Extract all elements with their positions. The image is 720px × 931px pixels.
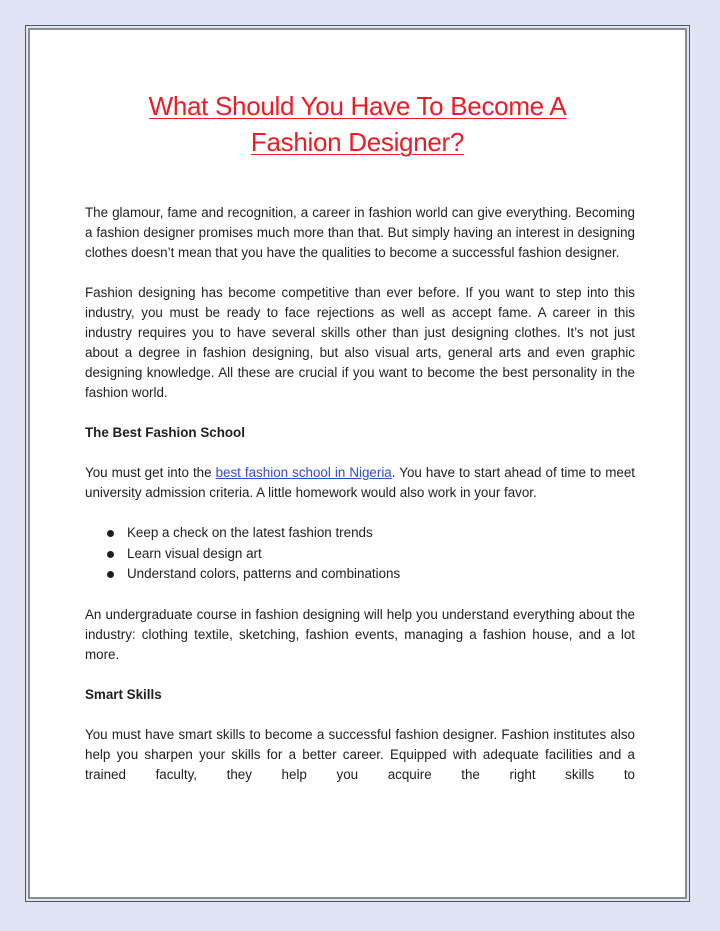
competition-paragraph: Fashion designing has become competitive than ever before. If you want to step into this industry, you must be ready to face rejections as well as accept fame. A career in this industry requires you to have several skills other than just designing clothes. It’s not just about a degree in fashion designing, but also visual arts, general arts and even graphic designing knowledge. All these are crucial if you want to become the best personality in the fashion world. bbox=[85, 285, 635, 400]
section-heading-fashion-school: The Best Fashion School bbox=[85, 425, 245, 440]
list-item bbox=[127, 523, 635, 544]
page-title bbox=[30, 88, 685, 160]
list-item-text: Learn visual design art bbox=[127, 545, 262, 561]
section-heading-smart-skills: Smart Skills bbox=[85, 686, 162, 702]
list-item-text: Understand colors, patterns and combinations bbox=[127, 566, 401, 581]
undergraduate-paragraph: An undergraduate course in fashion designing will help you understand everything about the industry: clothing textile, sketching, fashion events, managing a fashion house, and a lot more. bbox=[85, 606, 635, 662]
tips-list bbox=[85, 523, 635, 585]
list-item-text: Keep a check on the latest fashion trends bbox=[127, 525, 373, 540]
smart-skills-paragraph: You must have smart skills to become a successful fashion designer. Fashion institutes also help you sharpen your skills for a better career. Equipped with adequate facilities and a trained faculty, they help you acquire the right skills to bbox=[85, 726, 635, 782]
bullet-icon bbox=[107, 571, 114, 578]
document-page bbox=[28, 28, 687, 899]
bullet-icon bbox=[107, 551, 114, 558]
fashion-school-text-before: You must get into the bbox=[85, 465, 216, 480]
intro-paragraph: The glamour, fame and recognition, a career in fashion world can give everything. Becoming a fashion designer promises much more than that. But simply having an interest in designing clothes doesn’t mean that you have the qualities to become a successful fashion designer. bbox=[85, 205, 635, 260]
list-item bbox=[127, 564, 635, 585]
title-line-2: Fashion Designer? bbox=[250, 127, 465, 157]
bullet-icon bbox=[107, 530, 114, 537]
fashion-school-text-after: . You have to start ahead of time to meet university admission criteria. A little homework would also work in your favor. bbox=[85, 465, 635, 500]
fashion-school-paragraph bbox=[85, 463, 635, 503]
fashion-school-link[interactable]: best fashion school in Nigeria bbox=[215, 465, 392, 480]
title-line-1: What Should You Have To Become A bbox=[148, 91, 567, 121]
document-body bbox=[85, 203, 635, 805]
list-item bbox=[127, 544, 635, 565]
